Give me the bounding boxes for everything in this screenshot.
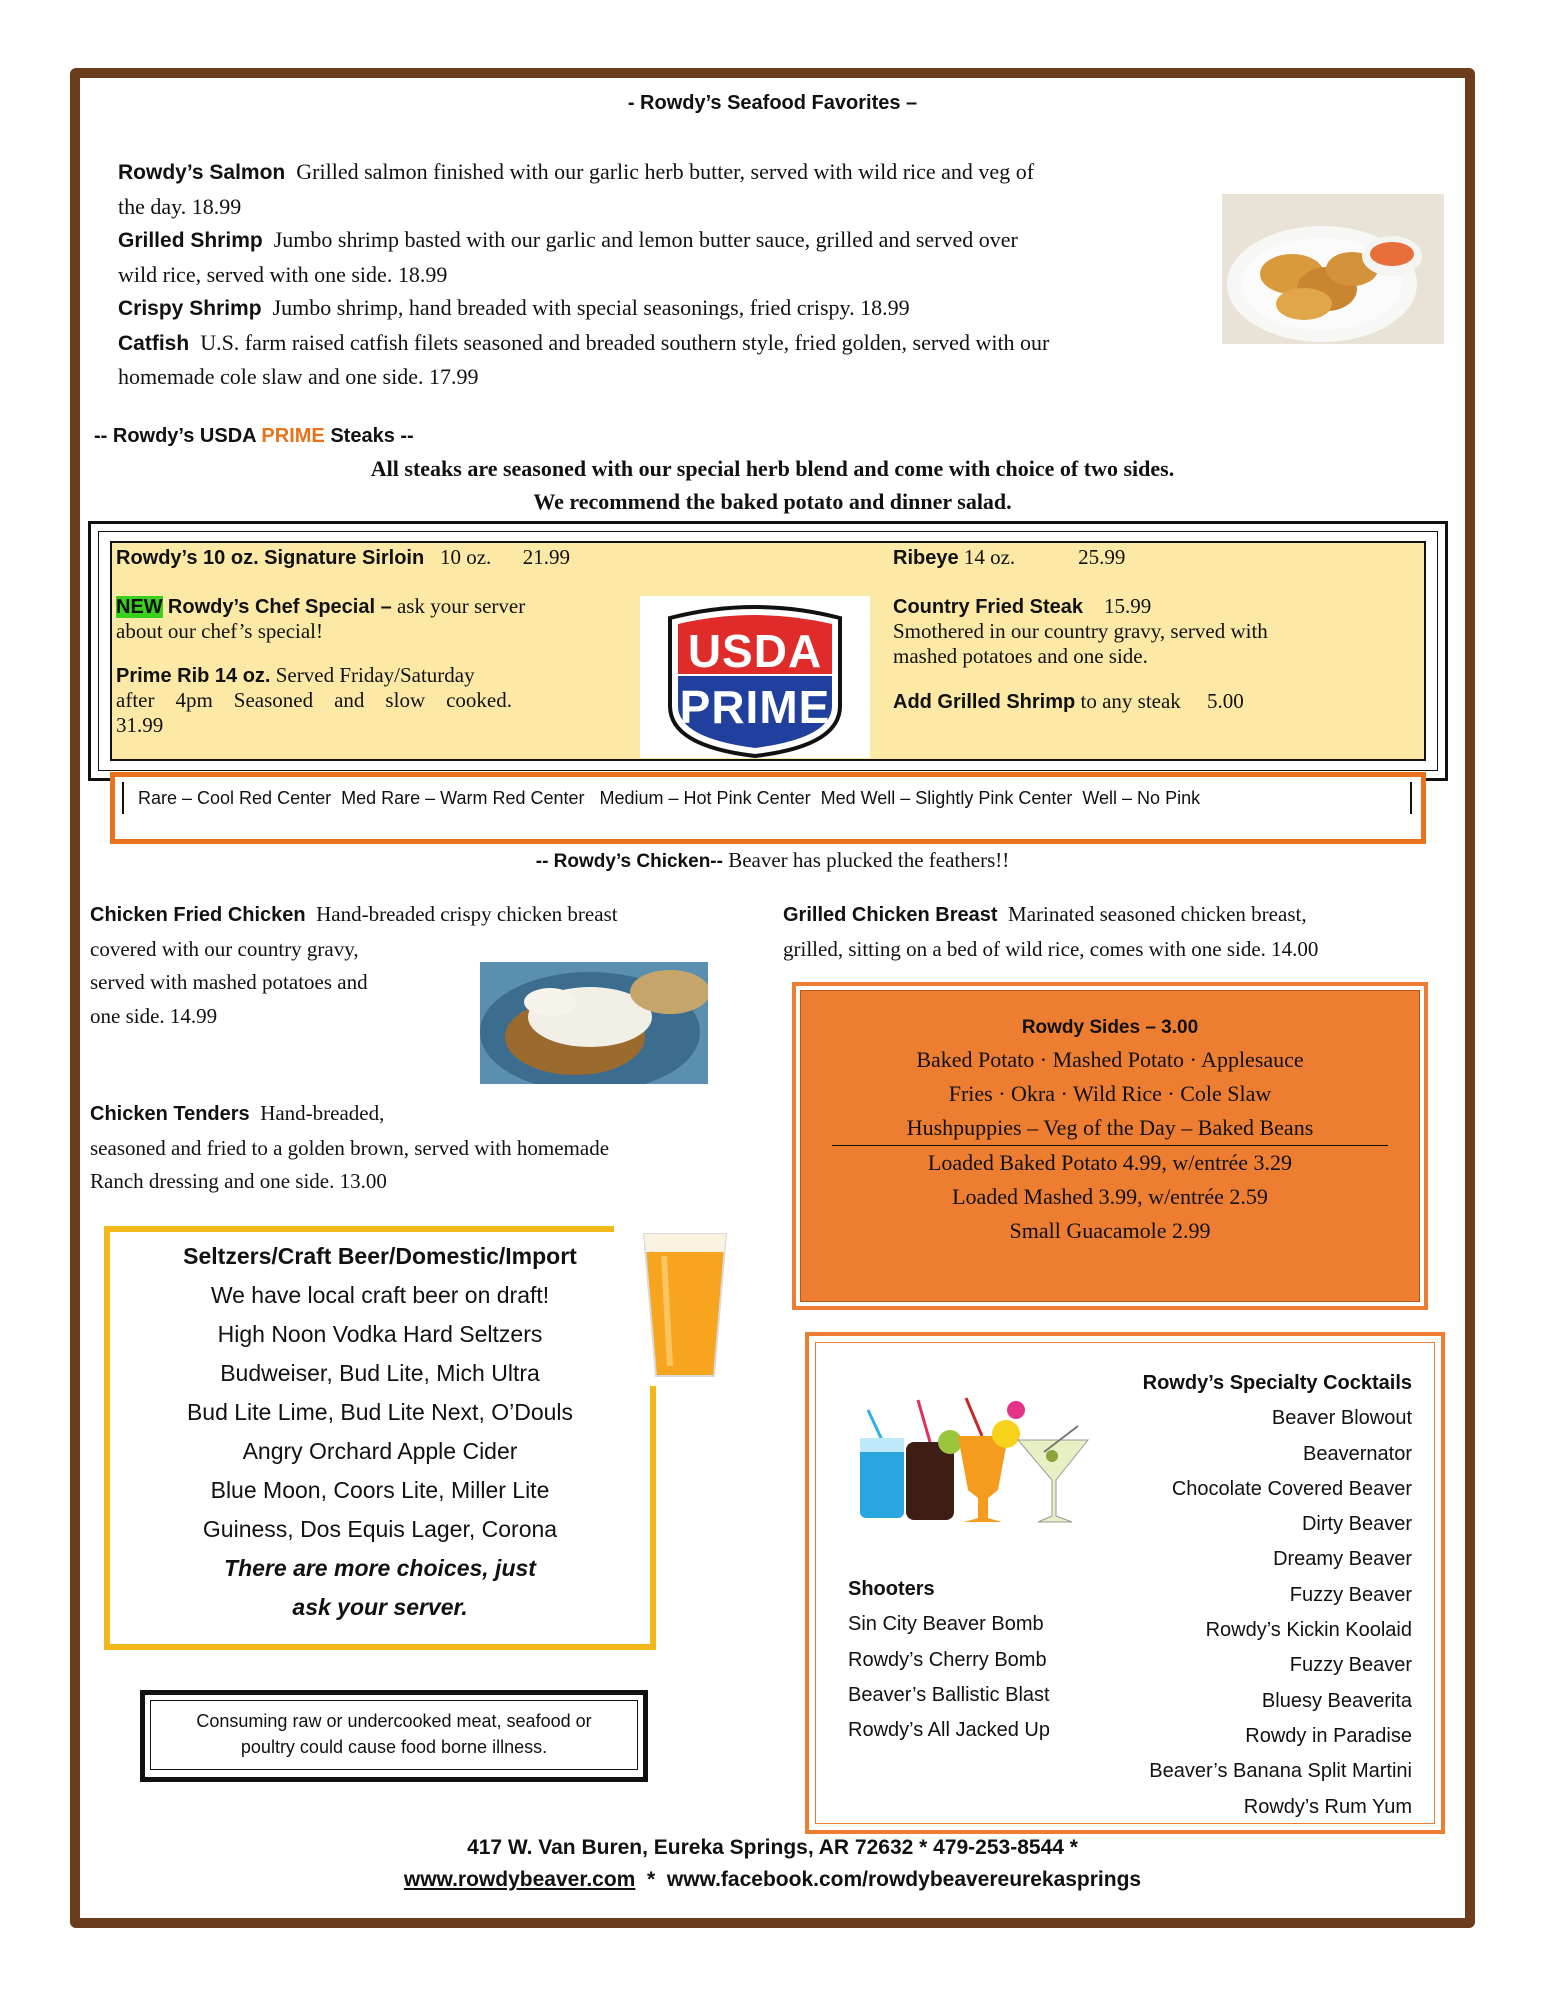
seafood-item-grilled-shrimp <box>118 223 1208 258</box>
logo-prime-text: PRIME <box>679 681 831 733</box>
prime-rib-desc-2: after 4pm Seasoned and slow cooked. <box>116 688 512 712</box>
sides-line: Loaded Baked Potato 4.99, w/entrée 3.29 <box>927 1150 1293 1175</box>
prime-rib-desc: Served Friday/Saturday <box>275 663 475 687</box>
add-shrimp-row <box>893 689 1423 714</box>
add-shrimp-name: Add Grilled Shrimp <box>893 691 1076 713</box>
beer-glass-icon <box>626 1226 744 1386</box>
cfc-desc-2: covered with our country gravy, <box>90 936 359 961</box>
cocktail-item: Rowdy in Paradise <box>1245 1724 1412 1747</box>
beer-line: Bud Lite Lime, Bud Lite Next, O’Douls <box>186 1399 574 1425</box>
fried-shrimp-photo <box>1222 194 1444 364</box>
seafood-item-catfish <box>118 326 1208 361</box>
chicken-heading-note: Beaver has plucked the feathers!! <box>728 848 1010 872</box>
tenders-desc: Hand-breaded, <box>260 1101 385 1125</box>
sides-line: Loaded Mashed 3.99, w/entrée 2.59 <box>952 1184 1268 1209</box>
cocktail-item: Beaver’s Banana Split Martini <box>1149 1760 1412 1783</box>
item-name: Grilled Shrimp <box>118 229 263 252</box>
item-desc-cont: the day. 18.99 <box>118 193 242 219</box>
cocktail-item: Rowdy’s Kickin Koolaid <box>1205 1619 1412 1642</box>
sirloin-row <box>116 545 626 575</box>
cocktail-item: Fuzzy Beaver <box>1289 1583 1412 1606</box>
grilled-chicken-breast <box>783 898 1463 966</box>
footer-address: 417 W. Van Buren, Eureka Springs, AR 72632 * 479-253-8544 * <box>467 1836 1078 1859</box>
seafood-item-salmon <box>118 155 1208 190</box>
cfc-desc: Hand-breaded crispy chicken breast <box>316 902 618 926</box>
cocktail-item: Beaver Blowout <box>1271 1407 1412 1430</box>
chicken-heading-row <box>0 848 1545 873</box>
steak-left-col <box>116 545 626 738</box>
chef-special-desc: ask your server <box>396 594 526 618</box>
sirloin-name: Rowdy’s 10 oz. Signature Sirloin <box>116 547 425 569</box>
chicken-heading: -- Rowdy’s Chicken-- <box>535 851 723 872</box>
beer-line: High Noon Vodka Hard Seltzers <box>217 1321 543 1347</box>
grilled-desc-2: grilled, sitting on a bed of wild rice, comes with one side. 14.00 <box>783 936 1319 961</box>
chef-special-desc-2: about our chef’s special! <box>116 619 323 643</box>
prime-label: PRIME <box>261 425 325 447</box>
cfs-name: Country Fried Steak <box>893 596 1084 618</box>
beer-box-top-border <box>104 1226 614 1232</box>
usda-prime-logo <box>640 596 870 758</box>
warning-inner <box>150 1700 638 1770</box>
warning-line-1: Consuming raw or undercooked meat, seafood or <box>196 1711 592 1731</box>
beer-line: We have local craft beer on draft! <box>210 1282 550 1308</box>
cfc-name: Chicken Fried Chicken <box>90 904 306 926</box>
grilled-row <box>783 898 1463 933</box>
item-desc: Jumbo shrimp, hand breaded with special seasonings, fried crispy. 18.99 <box>272 295 910 320</box>
website-link[interactable]: www.rowdybeaver.com <box>403 1868 636 1891</box>
heading-text: Steaks -- <box>324 425 414 447</box>
cfs-desc-2: mashed potatoes and one side. <box>893 644 1148 668</box>
item-desc: U.S. farm raised catfish filets seasoned and breaded southern style, fried golden, served with our <box>200 329 1050 355</box>
steaks-heading <box>94 425 414 448</box>
footer-links <box>0 1868 1545 1892</box>
cfc-row <box>90 898 750 933</box>
chef-special-row <box>116 594 626 619</box>
shooters-heading: Shooters <box>848 1578 935 1600</box>
beer-footer-2: ask your server. <box>292 1594 468 1620</box>
warning-line-2: poultry could cause food borne illness. <box>240 1737 548 1757</box>
item-name: Rowdy’s Salmon <box>118 161 286 184</box>
logo-usda-text: USDA <box>687 625 823 677</box>
cfc-desc-4: one side. 14.99 <box>90 1003 218 1028</box>
sides-line: Hushpuppies – Veg of the Day – Baked Beans <box>906 1115 1314 1140</box>
sides-line: Baked Potato · Mashed Potato · Applesauce <box>916 1047 1304 1072</box>
add-shrimp-desc: to any steak 5.00 <box>1080 689 1244 713</box>
cocktail-item: Beavernator <box>1303 1442 1412 1465</box>
cocktail-item: Bluesy Beaverita <box>1261 1689 1412 1712</box>
ribeye-name: Ribeye <box>893 547 959 569</box>
sides-line: Fries · Okra · Wild Rice · Cole Slaw <box>948 1081 1272 1106</box>
seafood-list <box>118 155 1208 394</box>
steak-right-col <box>893 545 1423 714</box>
item-desc-cont: homemade cole slaw and one side. 17.99 <box>118 364 479 389</box>
new-badge: NEW <box>116 596 163 618</box>
beer-line: Angry Orchard Apple Cider <box>242 1438 518 1464</box>
grilled-name: Grilled Chicken Breast <box>783 904 998 926</box>
shooter-item: Beaver’s Ballistic Blast <box>848 1683 1050 1706</box>
prime-rib-price: 31.99 <box>116 713 164 737</box>
shooters-list <box>848 1572 1108 1748</box>
cfc-desc-3: served with mashed potatoes and <box>90 970 368 994</box>
cocktail-item: Fuzzy Beaver <box>1289 1654 1412 1677</box>
beer-line: Blue Moon, Coors Lite, Miller Lite <box>210 1477 550 1503</box>
shooter-item: Rowdy’s Cherry Bomb <box>848 1648 1047 1671</box>
beer-heading: Seltzers/Craft Beer/Domestic/Import <box>183 1243 577 1269</box>
tenders-desc-3: Ranch dressing and one side. 13.00 <box>90 1169 387 1193</box>
seafood-item-crispy-shrimp <box>118 291 1208 326</box>
cfs-desc: Smothered in our country gravy, served with <box>893 619 1268 643</box>
beer-list <box>110 1237 650 1627</box>
ribeye-detail: 14 oz. 25.99 <box>963 545 1126 569</box>
item-name: Crispy Shrimp <box>118 297 262 320</box>
beer-footer-1: There are more choices, just <box>224 1555 536 1581</box>
warning-text <box>151 1701 637 1760</box>
steak-note-2: We recommend the baked potato and dinner salad. <box>533 489 1012 514</box>
chicken-fried-chicken-photo <box>480 962 708 1084</box>
seafood-heading: - Rowdy’s Seafood Favorites – <box>627 92 918 114</box>
cocktail-item: Chocolate Covered Beaver <box>1171 1477 1412 1500</box>
item-desc: Grilled salmon finished with our garlic herb butter, served with wild rice and veg of <box>296 159 1035 184</box>
cocktails-heading: Rowdy’s Specialty Cocktails <box>1142 1372 1412 1394</box>
sirloin-detail: 10 oz. 21.99 <box>439 545 571 569</box>
footer-separator: * <box>635 1868 667 1891</box>
tenders-desc-2: seasoned and fried to a golden brown, served with homemade <box>90 1135 610 1160</box>
warning-box <box>140 1690 648 1782</box>
prime-rib-row <box>116 663 626 688</box>
heading-text: -- Rowdy’s USDA <box>94 425 262 447</box>
item-desc-cont: wild rice, served with one side. 18.99 <box>118 261 448 287</box>
facebook-link[interactable]: www.facebook.com/rowdybeavereurekasprings <box>666 1868 1142 1891</box>
cocktail-item: Dreamy Beaver <box>1273 1548 1412 1571</box>
tenders-row <box>90 1097 750 1132</box>
cfs-row <box>893 594 1423 619</box>
sides-line: Small Guacamole 2.99 <box>1009 1218 1211 1243</box>
doneness-guide: Rare – Cool Red Center Med Rare – Warm Red Center Medium – Hot Pink Center Med Well – Slightly Pink Center Well – No Pink <box>122 782 1412 814</box>
beer-line: Guiness, Dos Equis Lager, Corona <box>202 1516 558 1542</box>
shooter-item: Sin City Beaver Bomb <box>848 1613 1044 1636</box>
cocktail-item: Dirty Beaver <box>1301 1513 1412 1536</box>
cocktail-item: Rowdy’s Rum Yum <box>1243 1795 1412 1818</box>
prime-rib-name: Prime Rib 14 oz. <box>116 665 271 687</box>
sides-list <box>801 1043 1419 1248</box>
grilled-desc: Marinated seasoned chicken breast, <box>1008 902 1307 926</box>
item-desc: Jumbo shrimp basted with our garlic and lemon butter sauce, grilled and served over <box>273 227 1018 252</box>
beer-line: Budweiser, Bud Lite, Mich Ultra <box>220 1360 540 1386</box>
steak-note-1: All steaks are seasoned with our special herb blend and come with choice of two sides. <box>370 456 1175 481</box>
sides-box <box>800 990 1420 1302</box>
sides-heading: Rowdy Sides – 3.00 <box>1021 1017 1199 1038</box>
cfs-price: 15.99 <box>1104 594 1152 618</box>
ribeye-row <box>893 545 1423 575</box>
item-name: Catfish <box>118 331 190 355</box>
cocktails-list <box>1060 1366 1412 1825</box>
tenders-name: Chicken Tenders <box>90 1103 250 1125</box>
chef-special-name: Rowdy’s Chef Special – <box>167 596 392 618</box>
shooter-item: Rowdy’s All Jacked Up <box>848 1719 1050 1742</box>
chicken-tenders <box>90 1097 750 1199</box>
